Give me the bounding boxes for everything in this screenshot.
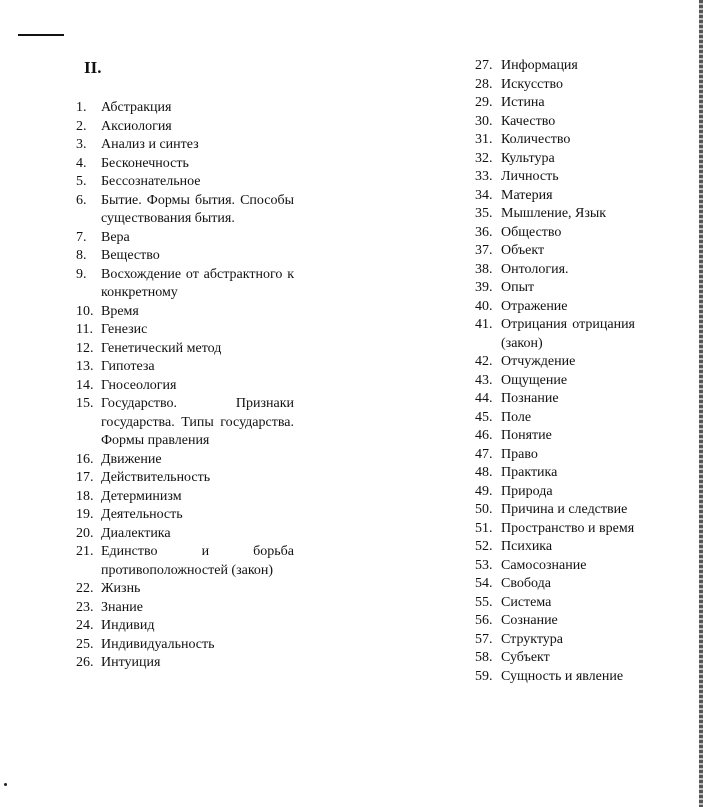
term-item bbox=[475, 575, 635, 594]
term-number: 48. bbox=[475, 465, 493, 480]
term-text: Аксиология bbox=[101, 118, 172, 134]
term-number: 32. bbox=[475, 150, 493, 166]
term-item bbox=[76, 321, 294, 340]
term-number: 5. bbox=[76, 174, 87, 189]
term-item bbox=[475, 538, 635, 557]
term-number: 37. bbox=[475, 243, 493, 258]
term-number: 34. bbox=[475, 187, 493, 203]
term-number: 18. bbox=[76, 488, 94, 504]
term-item bbox=[76, 395, 294, 451]
term-text: Самосознание bbox=[501, 557, 587, 573]
term-number: 14. bbox=[76, 377, 94, 393]
term-number: 53. bbox=[475, 557, 493, 573]
term-number: 36. bbox=[475, 224, 493, 240]
term-text: Истина bbox=[501, 95, 545, 110]
term-text: Знание bbox=[101, 599, 143, 615]
term-item bbox=[475, 150, 635, 169]
term-item bbox=[475, 483, 635, 502]
term-number: 1. bbox=[76, 100, 87, 115]
term-text: Объект bbox=[501, 243, 545, 258]
term-number: 57. bbox=[475, 631, 493, 647]
term-text: Количество bbox=[501, 132, 571, 147]
term-text: Генезис bbox=[101, 322, 148, 337]
term-number: 54. bbox=[475, 576, 493, 591]
term-number: 44. bbox=[475, 391, 493, 406]
term-text: Сущность и явление bbox=[501, 668, 624, 684]
term-text: Время bbox=[101, 303, 139, 319]
term-text: Индивид bbox=[101, 618, 155, 633]
term-text: Действительность bbox=[101, 470, 211, 485]
term-item bbox=[475, 261, 635, 280]
term-text: Отчуждение bbox=[501, 354, 576, 369]
term-text: Искусство bbox=[501, 76, 563, 92]
term-number: 55. bbox=[475, 594, 493, 610]
term-item bbox=[475, 316, 635, 353]
term-number: 59. bbox=[475, 668, 493, 684]
term-text: Право bbox=[501, 446, 538, 462]
term-text: Материя bbox=[501, 187, 553, 203]
term-number: 27. bbox=[475, 58, 493, 73]
term-item bbox=[76, 580, 294, 599]
term-item bbox=[475, 501, 635, 520]
term-item bbox=[475, 76, 635, 95]
term-number: 45. bbox=[475, 409, 493, 425]
term-item bbox=[76, 636, 294, 655]
term-item bbox=[76, 136, 294, 155]
term-item bbox=[475, 94, 635, 113]
term-text: Психика bbox=[501, 539, 553, 554]
term-number: 9. bbox=[76, 266, 87, 282]
term-number: 22. bbox=[76, 581, 94, 596]
term-text: Восхождение от абстрактного к конкретному bbox=[101, 266, 294, 300]
term-item bbox=[76, 155, 294, 174]
term-item bbox=[475, 187, 635, 206]
term-text: Единство и борьба противоположностей (закон) bbox=[101, 544, 294, 578]
term-number: 8. bbox=[76, 248, 87, 263]
term-text: Бессознательное bbox=[101, 174, 201, 189]
term-number: 19. bbox=[76, 507, 94, 522]
term-text: Отражение bbox=[501, 298, 568, 314]
term-number: 20. bbox=[76, 525, 94, 541]
term-number: 6. bbox=[76, 192, 87, 208]
term-number: 58. bbox=[475, 650, 493, 665]
term-item bbox=[475, 557, 635, 576]
term-text: Государство. Признаки государства. Типы государства. Формы правления bbox=[101, 396, 294, 448]
term-number: 23. bbox=[76, 599, 94, 615]
term-text: Онтология. bbox=[501, 261, 569, 277]
section-title: II. bbox=[84, 58, 102, 77]
term-number: 31. bbox=[475, 132, 493, 147]
term-text: Бесконечность bbox=[101, 155, 189, 171]
term-number: 56. bbox=[475, 613, 493, 628]
term-number: 33. bbox=[475, 169, 493, 184]
term-text: Познание bbox=[501, 391, 559, 406]
term-item bbox=[76, 99, 294, 118]
term-text: Свобода bbox=[501, 576, 551, 591]
term-number: 39. bbox=[475, 280, 493, 295]
term-number: 49. bbox=[475, 483, 493, 499]
term-item bbox=[76, 506, 294, 525]
term-item bbox=[76, 469, 294, 488]
term-item bbox=[76, 654, 294, 673]
term-text: Индивидуальность bbox=[101, 636, 215, 652]
scan-dot bbox=[4, 783, 7, 786]
term-text: Отрицания отрицания (закон) bbox=[501, 317, 635, 351]
term-number: 28. bbox=[475, 76, 493, 92]
term-number: 21. bbox=[76, 544, 94, 559]
term-text: Гносеология bbox=[101, 377, 177, 393]
term-text: Интуиция bbox=[101, 655, 161, 670]
term-item bbox=[475, 298, 635, 317]
top-rule bbox=[18, 34, 64, 36]
term-item bbox=[475, 649, 635, 668]
term-text: Гипотеза bbox=[101, 359, 155, 374]
term-item bbox=[475, 353, 635, 372]
term-item bbox=[475, 464, 635, 483]
term-number: 13. bbox=[76, 359, 94, 374]
term-text: Генетический метод bbox=[101, 340, 222, 356]
term-item bbox=[76, 543, 294, 580]
term-item bbox=[76, 303, 294, 322]
term-item bbox=[475, 113, 635, 132]
term-item bbox=[76, 266, 294, 303]
term-item bbox=[76, 247, 294, 266]
term-item bbox=[475, 594, 635, 613]
term-number: 16. bbox=[76, 451, 94, 467]
terms-list-left bbox=[76, 99, 294, 673]
term-text: Культура bbox=[501, 150, 555, 166]
term-number: 12. bbox=[76, 340, 94, 356]
term-text: Детерминизм bbox=[101, 488, 182, 504]
term-item bbox=[475, 427, 635, 446]
term-text: Абстракция bbox=[101, 100, 172, 115]
term-number: 11. bbox=[76, 322, 93, 337]
term-number: 10. bbox=[76, 303, 94, 319]
term-text: Ощущение bbox=[501, 372, 568, 388]
term-item bbox=[475, 390, 635, 409]
term-text: Информация bbox=[501, 58, 578, 73]
term-item bbox=[76, 173, 294, 192]
term-item bbox=[475, 668, 635, 687]
term-text: Жизнь bbox=[101, 581, 141, 596]
term-number: 43. bbox=[475, 372, 493, 388]
term-item bbox=[475, 131, 635, 150]
term-text: Сознание bbox=[501, 613, 558, 628]
term-number: 25. bbox=[76, 636, 94, 652]
term-text: Вещество bbox=[101, 248, 160, 263]
term-item bbox=[475, 205, 635, 224]
term-item bbox=[475, 446, 635, 465]
term-number: 35. bbox=[475, 206, 493, 221]
term-text: Личность bbox=[501, 169, 559, 184]
term-number: 4. bbox=[76, 155, 87, 171]
term-text: Опыт bbox=[501, 280, 535, 295]
term-number: 17. bbox=[76, 470, 94, 485]
term-text: Пространство и время bbox=[501, 520, 635, 536]
term-number: 42. bbox=[475, 354, 493, 369]
term-item bbox=[475, 57, 635, 76]
term-text: Понятие bbox=[501, 428, 552, 443]
term-text: Причина и следствие bbox=[501, 502, 628, 517]
term-item bbox=[475, 612, 635, 631]
term-text: Структура bbox=[501, 631, 564, 647]
term-item bbox=[76, 451, 294, 470]
term-number: 46. bbox=[475, 428, 493, 443]
term-item bbox=[76, 229, 294, 248]
term-item bbox=[76, 358, 294, 377]
term-number: 38. bbox=[475, 261, 493, 277]
term-number: 51. bbox=[475, 520, 493, 536]
term-text: Природа bbox=[501, 483, 553, 499]
term-number: 52. bbox=[475, 539, 493, 554]
term-text: Деятельность bbox=[101, 507, 183, 522]
term-number: 40. bbox=[475, 298, 493, 314]
term-text: Анализ и синтез bbox=[101, 137, 199, 152]
term-item bbox=[76, 525, 294, 544]
term-item bbox=[76, 488, 294, 507]
terms-list-right bbox=[475, 57, 635, 686]
term-text: Субъект bbox=[501, 650, 550, 665]
term-number: 50. bbox=[475, 502, 493, 517]
term-item bbox=[475, 168, 635, 187]
term-number: 7. bbox=[76, 229, 87, 245]
term-number: 3. bbox=[76, 137, 87, 152]
term-number: 29. bbox=[475, 95, 493, 110]
term-text: Поле bbox=[501, 409, 532, 425]
term-number: 24. bbox=[76, 618, 94, 633]
term-item bbox=[76, 377, 294, 396]
term-number: 2. bbox=[76, 118, 87, 134]
term-text: Качество bbox=[501, 113, 556, 129]
term-text: Бытие. Формы бытия. Способы существования бытия. bbox=[101, 192, 294, 226]
term-number: 15. bbox=[76, 396, 94, 411]
term-item bbox=[76, 617, 294, 636]
term-number: 41. bbox=[475, 317, 493, 332]
term-item bbox=[475, 372, 635, 391]
term-item bbox=[475, 242, 635, 261]
term-item bbox=[475, 279, 635, 298]
term-item bbox=[76, 118, 294, 137]
term-item bbox=[475, 409, 635, 428]
term-number: 47. bbox=[475, 446, 493, 462]
term-text: Практика bbox=[501, 465, 558, 480]
term-item bbox=[475, 520, 635, 539]
term-item bbox=[475, 224, 635, 243]
term-text: Вера bbox=[101, 229, 130, 245]
term-text: Система bbox=[501, 594, 552, 610]
term-number: 30. bbox=[475, 113, 493, 129]
scan-edge bbox=[699, 0, 703, 807]
term-text: Мышление, Язык bbox=[501, 206, 607, 221]
term-item bbox=[76, 192, 294, 229]
term-text: Движение bbox=[101, 451, 162, 467]
term-text: Диалектика bbox=[101, 525, 171, 541]
term-item bbox=[76, 599, 294, 618]
term-number: 26. bbox=[76, 655, 94, 670]
term-text: Общество bbox=[501, 224, 562, 240]
term-item bbox=[475, 631, 635, 650]
term-item bbox=[76, 340, 294, 359]
